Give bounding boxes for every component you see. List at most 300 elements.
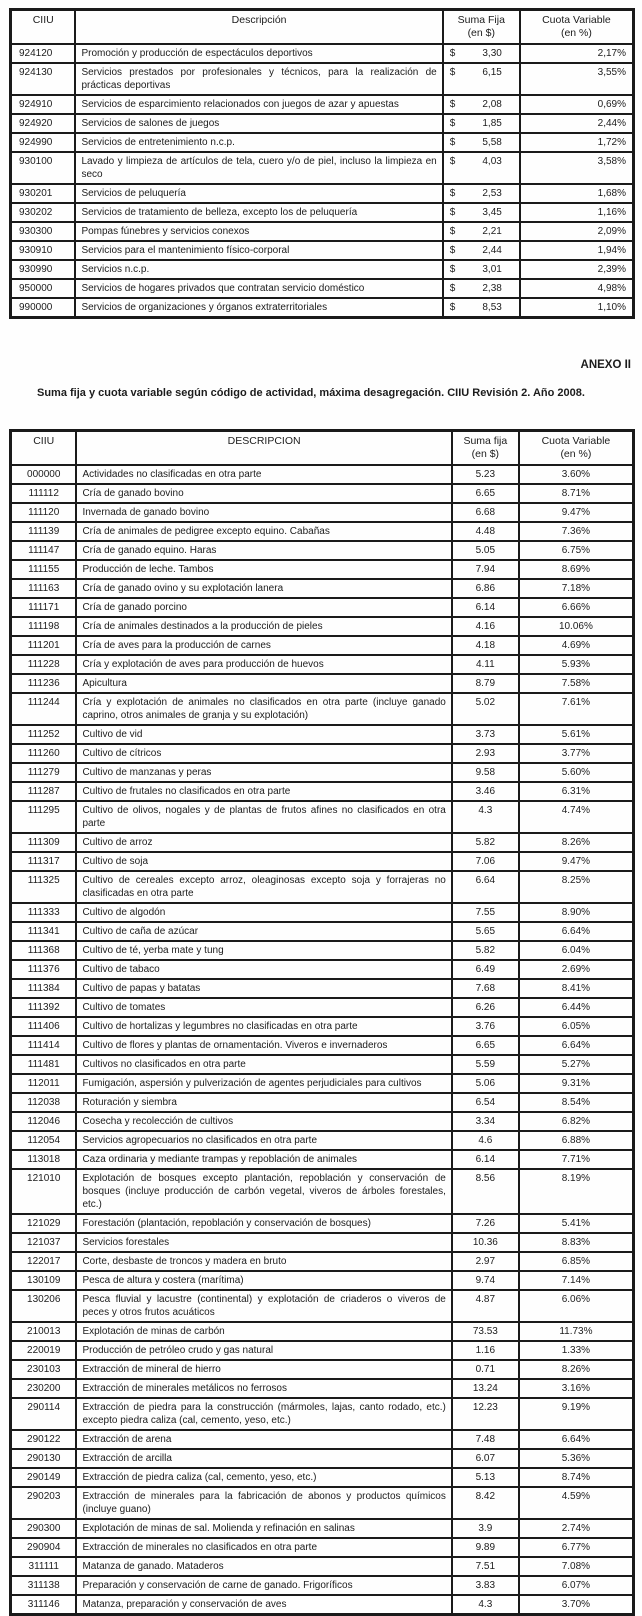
- suma-fija-cell: [443, 152, 520, 184]
- ciiu-code-cell: 113018: [11, 1150, 77, 1169]
- ciiu-code-cell: 122017: [11, 1252, 77, 1271]
- suma-value: 3,45: [482, 207, 502, 218]
- suma-value: 2,08: [482, 99, 502, 110]
- description-cell: Extracción de arcilla: [76, 1449, 451, 1468]
- cuota-variable-cell: 5.27%: [519, 1055, 634, 1074]
- ciiu-code-cell: 111295: [11, 801, 77, 833]
- description-cell: Cría de ganado bovino: [76, 484, 451, 503]
- description-cell: Cultivo de arroz: [76, 833, 451, 852]
- suma-fija-cell: [443, 241, 520, 260]
- suma-fija-cell: 0.71: [452, 1360, 519, 1379]
- description-cell: Servicios forestales: [76, 1233, 451, 1252]
- currency-symbol: $: [449, 245, 456, 256]
- suma-fija-cell: [443, 279, 520, 298]
- cuota-variable-cell: 1,10%: [520, 298, 634, 318]
- suma-fija-cell: 7.06: [452, 852, 519, 871]
- suma-fija-cell: 13.24: [452, 1379, 519, 1398]
- description-cell: Pompas fúnebres y servicios conexos: [75, 222, 442, 241]
- cuota-variable-unit: (en %): [560, 448, 592, 460]
- ciiu-code-cell: 311138: [11, 1576, 77, 1595]
- cuota-variable-cell: 4.69%: [519, 636, 634, 655]
- description-cell: Pesca fluvial y lacustre (continental) y explotación de criaderos o viveros de peces y otros frutos acuáticos: [76, 1290, 451, 1322]
- currency-symbol: $: [449, 283, 456, 294]
- suma-fija-cell: 7.94: [452, 560, 519, 579]
- cuota-variable-cell: 6.05%: [519, 1017, 634, 1036]
- cuota-variable-cell: 8.90%: [519, 903, 634, 922]
- cuota-variable-cell: 3.16%: [519, 1379, 634, 1398]
- ciiu-code-cell: 111341: [11, 922, 77, 941]
- suma-fija-label: Suma Fija: [457, 14, 505, 26]
- table-row: [11, 871, 634, 903]
- ciiu-code-cell: 930910: [11, 241, 76, 260]
- currency-symbol: $: [449, 137, 456, 148]
- cuota-variable-cell: 11.73%: [519, 1322, 634, 1341]
- suma-fija-cell: 6.49: [452, 960, 519, 979]
- suma-fija-cell: 7.55: [452, 903, 519, 922]
- cuota-variable-cell: 10.06%: [519, 617, 634, 636]
- suma-fija-cell: [443, 44, 520, 63]
- ciiu-code-cell: 111309: [11, 833, 77, 852]
- table-row: [11, 979, 634, 998]
- suma-fija-cell: 7.51: [452, 1557, 519, 1576]
- suma-fija-cell: 3.9: [452, 1519, 519, 1538]
- cuota-variable-cell: 6.06%: [519, 1290, 634, 1322]
- description-cell: Servicios de esparcimiento relacionados con juegos de azar y apuestas: [75, 95, 442, 114]
- cuota-variable-cell: 8.19%: [519, 1169, 634, 1214]
- cuota-variable-cell: 5.60%: [519, 763, 634, 782]
- ciiu-code-cell: 111147: [11, 541, 77, 560]
- description-cell: Cultivos no clasificados en otra parte: [76, 1055, 451, 1074]
- cuota-variable-cell: 5.41%: [519, 1214, 634, 1233]
- suma-fija-cell: 4.11: [452, 655, 519, 674]
- suma-value: 2,44: [482, 245, 502, 256]
- currency-symbol: $: [449, 207, 456, 218]
- cuota-variable-cell: 8.83%: [519, 1233, 634, 1252]
- table-row: [11, 541, 634, 560]
- suma-value: 2,53: [482, 188, 502, 199]
- suma-fija-cell: 2.97: [452, 1252, 519, 1271]
- ciiu-code-cell: 290300: [11, 1519, 77, 1538]
- description-cell: Servicios de organizaciones y órganos extraterritoriales: [75, 298, 442, 318]
- suma-fija-cell: 3.73: [452, 725, 519, 744]
- ciiu-code-cell: 290130: [11, 1449, 77, 1468]
- description-cell: Apicultura: [76, 674, 451, 693]
- description-cell: Cría de ganado porcino: [76, 598, 451, 617]
- table-row: [11, 279, 634, 298]
- cuota-variable-cell: 4,98%: [520, 279, 634, 298]
- ciiu-code-cell: 111481: [11, 1055, 77, 1074]
- intro-paragraph: Suma fija y cuota variable según código de actividad, máxima desagregación. CIIU Revisión 2. Año 2008.: [37, 387, 585, 399]
- cuota-variable-cell: 7.08%: [519, 1557, 634, 1576]
- suma-fija-cell: 5.23: [452, 465, 519, 484]
- cuota-variable-cell: 9.31%: [519, 1074, 634, 1093]
- cuota-variable-cell: 6.66%: [519, 598, 634, 617]
- description-cell: Cultivo de olivos, nogales y de plantas de frutos afines no clasificados en otra parte: [76, 801, 451, 833]
- suma-fija-cell: 2.93: [452, 744, 519, 763]
- ciiu-code-cell: 930100: [11, 152, 76, 184]
- suma-fija-cell: 6.65: [452, 1036, 519, 1055]
- table-row: [11, 114, 634, 133]
- table-row: [11, 782, 634, 801]
- table-row: [11, 1112, 634, 1131]
- description-cell: Lavado y limpieza de artículos de tela, cuero y/o de piel, incluso la limpieza en seco: [75, 152, 442, 184]
- cuota-variable-cell: 1,16%: [520, 203, 634, 222]
- cuota-variable-cell: 2,39%: [520, 260, 634, 279]
- suma-value: 2,38: [482, 283, 502, 294]
- ciiu-code-cell: 130109: [11, 1271, 77, 1290]
- suma-value: 1,85: [482, 118, 502, 129]
- ciiu-code-cell: 111333: [11, 903, 77, 922]
- suma-fija-cell: 3.46: [452, 782, 519, 801]
- suma-fija-unit: (en $): [467, 27, 495, 39]
- description-cell: Servicios de tratamiento de belleza, excepto los de peluquería: [75, 203, 442, 222]
- description-cell: Servicios prestados por profesionales y técnicos, para la realización de prácticas deportivas: [75, 63, 442, 95]
- suma-fija-cell: 5.82: [452, 941, 519, 960]
- suma-fija-cell: 3.76: [452, 1017, 519, 1036]
- description-cell: Cría y explotación de aves para producción de huevos: [76, 655, 451, 674]
- table-row: [11, 1468, 634, 1487]
- suma-value: 5,58: [482, 137, 502, 148]
- table-row: [11, 1271, 634, 1290]
- table-row: [11, 1398, 634, 1430]
- table-row: [11, 222, 634, 241]
- suma-fija-cell: [443, 260, 520, 279]
- ciiu-code-cell: 111244: [11, 693, 77, 725]
- ciiu-code-cell: 924910: [11, 95, 76, 114]
- table-row: [11, 1449, 634, 1468]
- description-cell: Forestación (plantación, repoblación y conservación de bosques): [76, 1214, 451, 1233]
- description-cell: Extracción de minerales no clasificados en otra parte: [76, 1538, 451, 1557]
- cuota-variable-unit: (en %): [560, 27, 592, 39]
- table-row: [11, 941, 634, 960]
- ciiu-code-cell: 210013: [11, 1322, 77, 1341]
- description-cell: Cosecha y recolección de cultivos: [76, 1112, 451, 1131]
- cuota-variable-cell: 8.74%: [519, 1468, 634, 1487]
- description-cell: Cultivo de cereales excepto arroz, oleaginosas excepto soja y forrajeras no clasificadas en otra parte: [76, 871, 451, 903]
- suma-value: 3,30: [482, 48, 502, 59]
- description-cell: Roturación y siembra: [76, 1093, 451, 1112]
- col-header-descripcion: Descripción: [75, 10, 442, 45]
- ciiu-code-cell: 111139: [11, 522, 77, 541]
- table2-body: [11, 465, 634, 1615]
- suma-fija-cell: 4.6: [452, 1131, 519, 1150]
- suma-fija-cell: [443, 203, 520, 222]
- table-row: [11, 725, 634, 744]
- suma-fija-cell: 12.23: [452, 1398, 519, 1430]
- table-row: [11, 184, 634, 203]
- ciiu-table-continued: [9, 8, 635, 319]
- ciiu-code-cell: 930990: [11, 260, 76, 279]
- table-row: [11, 960, 634, 979]
- table-row: [11, 1538, 634, 1557]
- table-row: [11, 636, 634, 655]
- description-cell: Fumigación, aspersión y pulverización de agentes perjudiciales para cultivos: [76, 1074, 451, 1093]
- description-cell: Cultivo de cítricos: [76, 744, 451, 763]
- ciiu-code-cell: 924120: [11, 44, 76, 63]
- description-cell: Cultivo de papas y batatas: [76, 979, 451, 998]
- table-row: [11, 1017, 634, 1036]
- cuota-variable-cell: 8.54%: [519, 1093, 634, 1112]
- suma-fija-cell: 73.53: [452, 1322, 519, 1341]
- ciiu-code-cell: 112011: [11, 1074, 77, 1093]
- suma-value: 8,53: [482, 302, 502, 313]
- currency-symbol: $: [449, 156, 456, 167]
- suma-fija-cell: 7.68: [452, 979, 519, 998]
- suma-fija-cell: 7.26: [452, 1214, 519, 1233]
- suma-fija-cell: 4.3: [452, 1595, 519, 1615]
- table-row: [11, 1150, 634, 1169]
- table-row: [11, 1036, 634, 1055]
- table-row: [11, 922, 634, 941]
- col-header-ciiu: CIIU: [11, 10, 76, 45]
- ciiu-code-cell: 111228: [11, 655, 77, 674]
- suma-fija-cell: [443, 95, 520, 114]
- suma-fija-cell: 5.59: [452, 1055, 519, 1074]
- ciiu-code-cell: 130206: [11, 1290, 77, 1322]
- ciiu-code-cell: 111325: [11, 871, 77, 903]
- cuota-variable-cell: 8.71%: [519, 484, 634, 503]
- table-row: [11, 1131, 634, 1150]
- cuota-variable-cell: 6.64%: [519, 1430, 634, 1449]
- cuota-variable-cell: 3.60%: [519, 465, 634, 484]
- currency-symbol: $: [449, 226, 456, 237]
- suma-fija-cell: [443, 133, 520, 152]
- ciiu-code-cell: 111406: [11, 1017, 77, 1036]
- ciiu-code-cell: 930300: [11, 222, 76, 241]
- ciiu-code-cell: 924920: [11, 114, 76, 133]
- ciiu-code-cell: 000000: [11, 465, 77, 484]
- ciiu-code-cell: 111236: [11, 674, 77, 693]
- currency-symbol: $: [449, 48, 456, 59]
- description-cell: Extracción de piedra caliza (cal, cemento, yeso, etc.): [76, 1468, 451, 1487]
- cuota-variable-cell: 7.58%: [519, 674, 634, 693]
- suma-fija-cell: 9.89: [452, 1538, 519, 1557]
- cuota-variable-cell: 6.82%: [519, 1112, 634, 1131]
- col-header-suma-fija: [452, 431, 519, 466]
- table-row: [11, 152, 634, 184]
- table-row: [11, 998, 634, 1017]
- suma-fija-cell: 8.79: [452, 674, 519, 693]
- ciiu-code-cell: 112054: [11, 1131, 77, 1150]
- cuota-variable-cell: 3.70%: [519, 1595, 634, 1615]
- suma-fija-unit: (en $): [471, 448, 500, 460]
- cuota-variable-cell: 2.74%: [519, 1519, 634, 1538]
- ciiu-code-cell: 111279: [11, 763, 77, 782]
- description-cell: Explotación de minas de sal. Molienda y refinación en salinas: [76, 1519, 451, 1538]
- cuota-variable-cell: 6.88%: [519, 1131, 634, 1150]
- cuota-variable-cell: 3.77%: [519, 744, 634, 763]
- cuota-variable-cell: 6.85%: [519, 1252, 634, 1271]
- ciiu-code-cell: 290114: [11, 1398, 77, 1430]
- suma-fija-cell: 5.06: [452, 1074, 519, 1093]
- table-row: [11, 1252, 634, 1271]
- table-row: [11, 1074, 634, 1093]
- col-header-cuota-variable: [520, 10, 634, 45]
- suma-fija-cell: [443, 222, 520, 241]
- suma-fija-cell: 4.16: [452, 617, 519, 636]
- suma-value: 6,15: [482, 67, 502, 78]
- suma-fija-cell: [443, 114, 520, 133]
- currency-symbol: $: [449, 264, 456, 275]
- table-row: [11, 1055, 634, 1074]
- table-row: [11, 503, 634, 522]
- cuota-variable-cell: 6.44%: [519, 998, 634, 1017]
- description-cell: Extracción de minerales metálicos no ferrosos: [76, 1379, 451, 1398]
- description-cell: Cultivo de tabaco: [76, 960, 451, 979]
- header-row: [11, 10, 634, 45]
- description-cell: Preparación y conservación de carne de ganado. Frigoríficos: [76, 1576, 451, 1595]
- col-header-descripcion: DESCRIPCION: [76, 431, 451, 466]
- ciiu-code-cell: 311146: [11, 1595, 77, 1615]
- suma-fija-cell: 9.74: [452, 1271, 519, 1290]
- description-cell: Producción de petróleo crudo y gas natural: [76, 1341, 451, 1360]
- description-cell: Cultivo de manzanas y peras: [76, 763, 451, 782]
- description-cell: Cultivo de flores y plantas de ornamentación. Viveros e invernaderos: [76, 1036, 451, 1055]
- cuota-variable-cell: 2,17%: [520, 44, 634, 63]
- suma-fija-cell: 6.07: [452, 1449, 519, 1468]
- cuota-variable-cell: 2,09%: [520, 222, 634, 241]
- description-cell: Extracción de piedra para la construcción (mármoles, lajas, canto rodado, etc.) excepto piedra caliza (cal, cemento, yeso, etc.): [76, 1398, 451, 1430]
- cuota-variable-label: Cuota Variable: [541, 435, 611, 447]
- ciiu-code-cell: 924130: [11, 63, 76, 95]
- table1-header: [11, 10, 634, 45]
- cuota-variable-cell: 6.07%: [519, 1576, 634, 1595]
- table-row: [11, 1487, 634, 1519]
- table-row: [11, 1379, 634, 1398]
- description-cell: Servicios de peluquería: [75, 184, 442, 203]
- cuota-variable-cell: 0,69%: [520, 95, 634, 114]
- description-cell: Explotación de bosques excepto plantación, repoblación y conservación de bosques (incluye producción de carbón vegetal, viveros de árboles forestales, etc.): [76, 1169, 451, 1214]
- cuota-variable-cell: 7.71%: [519, 1150, 634, 1169]
- table-row: [11, 655, 634, 674]
- cuota-variable-cell: 7.14%: [519, 1271, 634, 1290]
- description-cell: Cultivo de frutales no clasificados en otra parte: [76, 782, 451, 801]
- ciiu-code-cell: 111368: [11, 941, 77, 960]
- cuota-variable-cell: 6.75%: [519, 541, 634, 560]
- cuota-variable-cell: 4.59%: [519, 1487, 634, 1519]
- cuota-variable-cell: 1,68%: [520, 184, 634, 203]
- suma-fija-cell: 6.14: [452, 598, 519, 617]
- description-cell: Explotación de minas de carbón: [76, 1322, 451, 1341]
- currency-symbol: $: [449, 67, 456, 78]
- table1-body: [11, 44, 634, 318]
- table-row: [11, 484, 634, 503]
- suma-fija-cell: [443, 63, 520, 95]
- table2-header: [11, 431, 634, 466]
- table-row: [11, 1290, 634, 1322]
- table-row: [11, 1557, 634, 1576]
- ciiu-code-cell: 111155: [11, 560, 77, 579]
- ciiu-code-cell: 220019: [11, 1341, 77, 1360]
- description-cell: Extracción de arena: [76, 1430, 451, 1449]
- suma-value: 3,01: [482, 264, 502, 275]
- suma-fija-cell: 6.68: [452, 503, 519, 522]
- description-cell: Invernada de ganado bovino: [76, 503, 451, 522]
- ciiu-code-cell: 290203: [11, 1487, 77, 1519]
- ciiu-code-cell: 111198: [11, 617, 77, 636]
- suma-fija-cell: 9.58: [452, 763, 519, 782]
- description-cell: Actividades no clasificadas en otra parte: [76, 465, 451, 484]
- table-row: [11, 560, 634, 579]
- cuota-variable-cell: 9.19%: [519, 1398, 634, 1430]
- ciiu-code-cell: 990000: [11, 298, 76, 318]
- table-row: [11, 203, 634, 222]
- cuota-variable-cell: 8.26%: [519, 1360, 634, 1379]
- ciiu-code-cell: 290122: [11, 1430, 77, 1449]
- cuota-variable-cell: 6.64%: [519, 922, 634, 941]
- suma-fija-cell: 4.48: [452, 522, 519, 541]
- suma-value: 2,21: [482, 226, 502, 237]
- table-row: [11, 298, 634, 318]
- suma-fija-cell: 5.02: [452, 693, 519, 725]
- table-row: [11, 1093, 634, 1112]
- table-row: [11, 241, 634, 260]
- cuota-variable-cell: 5.93%: [519, 655, 634, 674]
- ciiu-code-cell: 112046: [11, 1112, 77, 1131]
- suma-fija-cell: 5.82: [452, 833, 519, 852]
- ciiu-code-cell: 111414: [11, 1036, 77, 1055]
- description-cell: Servicios de salones de juegos: [75, 114, 442, 133]
- ciiu-code-cell: 111392: [11, 998, 77, 1017]
- cuota-variable-cell: 6.64%: [519, 1036, 634, 1055]
- description-cell: Cultivo de vid: [76, 725, 451, 744]
- table-row: [11, 1519, 634, 1538]
- cuota-variable-cell: 3,55%: [520, 63, 634, 95]
- col-header-cuota-variable: [519, 431, 634, 466]
- currency-symbol: $: [449, 188, 456, 199]
- ciiu-code-cell: 112038: [11, 1093, 77, 1112]
- suma-fija-cell: 4.87: [452, 1290, 519, 1322]
- currency-symbol: $: [449, 118, 456, 129]
- table-row: [11, 852, 634, 871]
- table-row: [11, 1341, 634, 1360]
- ciiu-code-cell: 230200: [11, 1379, 77, 1398]
- suma-fija-cell: 1.16: [452, 1341, 519, 1360]
- description-cell: Cría de animales destinados a la producción de pieles: [76, 617, 451, 636]
- cuota-variable-cell: 2.69%: [519, 960, 634, 979]
- suma-fija-cell: [443, 184, 520, 203]
- description-cell: Cultivo de tomates: [76, 998, 451, 1017]
- description-cell: Pesca de altura y costera (marítima): [76, 1271, 451, 1290]
- suma-fija-cell: 4.18: [452, 636, 519, 655]
- suma-fija-cell: 5.05: [452, 541, 519, 560]
- description-cell: Cultivo de caña de azúcar: [76, 922, 451, 941]
- suma-fija-cell: 5.13: [452, 1468, 519, 1487]
- table-row: [11, 133, 634, 152]
- table-row: [11, 1576, 634, 1595]
- table-row: [11, 598, 634, 617]
- anexo-heading: ANEXO II: [580, 359, 631, 371]
- col-header-ciiu: CIIU: [11, 431, 77, 466]
- ciiu-code-cell: 111171: [11, 598, 77, 617]
- table-row: [11, 903, 634, 922]
- currency-symbol: $: [449, 99, 456, 110]
- ciiu-code-cell: 950000: [11, 279, 76, 298]
- suma-fija-cell: 7.48: [452, 1430, 519, 1449]
- ciiu-code-cell: 290904: [11, 1538, 77, 1557]
- suma-fija-cell: 10.36: [452, 1233, 519, 1252]
- cuota-variable-cell: 5.36%: [519, 1449, 634, 1468]
- suma-fija-label: Suma fija: [463, 435, 508, 447]
- cuota-variable-cell: 9.47%: [519, 852, 634, 871]
- ciiu-code-cell: 111252: [11, 725, 77, 744]
- description-cell: Servicios agropecuarios no clasificados en otra parte: [76, 1131, 451, 1150]
- description-cell: Corte, desbaste de troncos y madera en bruto: [76, 1252, 451, 1271]
- suma-fija-cell: 6.86: [452, 579, 519, 598]
- ciiu-code-cell: 111287: [11, 782, 77, 801]
- description-cell: Cría y explotación de animales no clasificados en otra parte (incluye ganado caprino, otros animales de granja y su explotación): [76, 693, 451, 725]
- table-row: [11, 674, 634, 693]
